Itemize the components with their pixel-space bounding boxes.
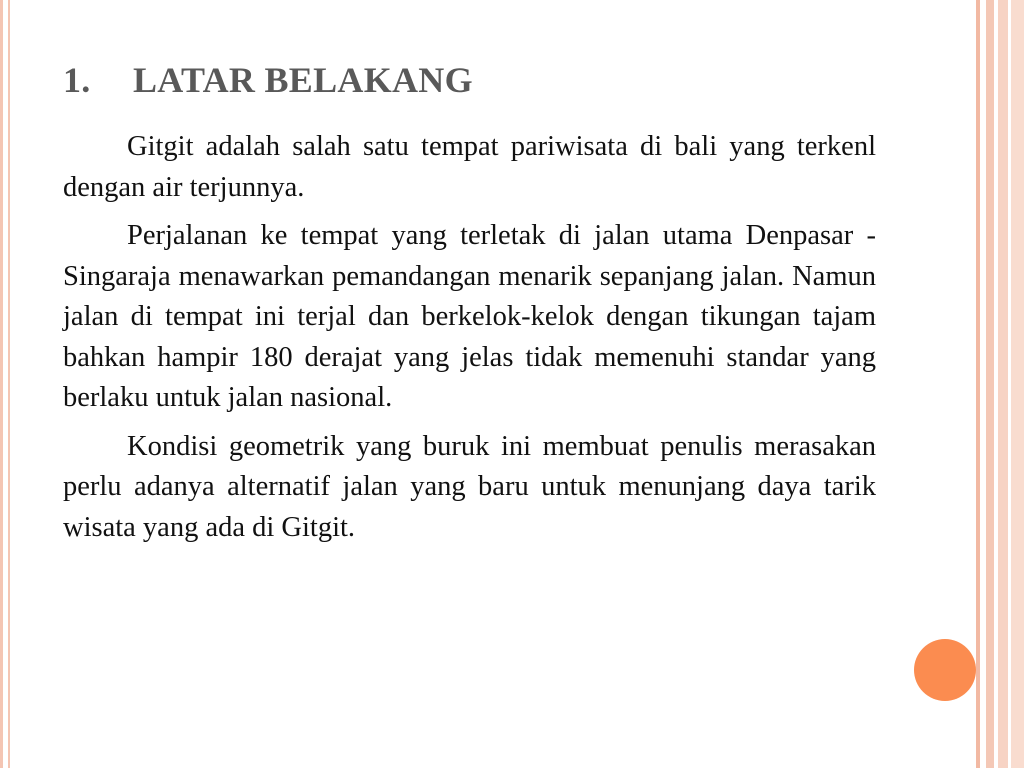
slide-title-text: LATAR BELAKANG [133, 60, 473, 100]
right-decorative-stripe [1011, 0, 1024, 768]
slide-title [63, 58, 473, 102]
right-decorative-stripe [986, 0, 994, 768]
slide-title-number: 1. [63, 60, 91, 100]
paragraph: Perjalanan ke tempat yang terletak di jalan utama Denpasar - Singaraja menawarkan pemandangan menarik sepanjang jalan. Namun jalan di tempat ini terjal dan berkelok-kelok dengan tikungan tajam bahkan hampir 180 derajat yang jelas tidak memenuhi standar yang berlaku untuk jalan nasional. [63, 220, 876, 413]
slide-body [63, 127, 876, 556]
paragraph: Kondisi geometrik yang buruk ini membuat penulis merasakan perlu adanya alternatif jalan yang baru untuk menunjang daya tarik wisata yang ada di Gitgit. [63, 430, 876, 543]
paragraph: Gitgit adalah salah satu tempat pariwisata di bali yang terkenl dengan air terjunnya. [63, 131, 876, 203]
left-border-line [0, 0, 3, 768]
right-decorative-stripe [998, 0, 1008, 768]
left-border-inner-line [8, 0, 10, 768]
orange-accent-circle [914, 639, 976, 701]
